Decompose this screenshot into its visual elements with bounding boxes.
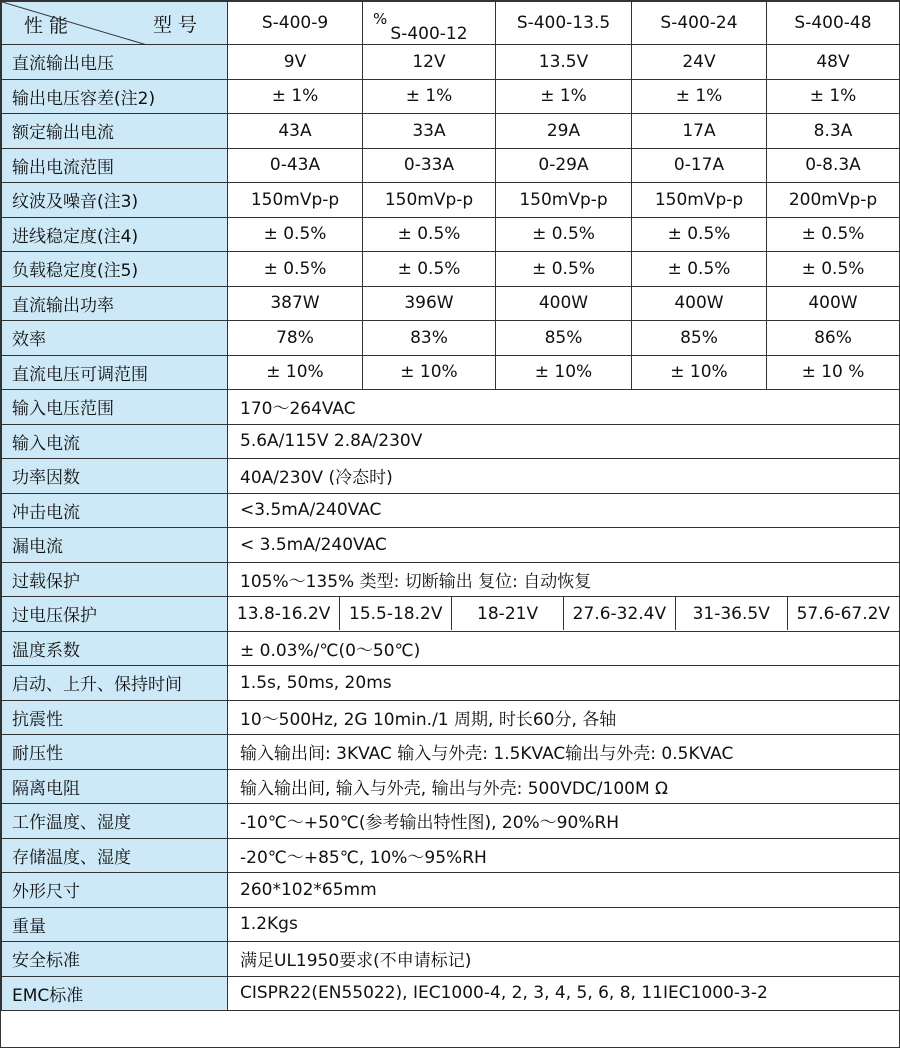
row-label: 冲击电流 [2, 493, 228, 528]
row-value: 输入输出间, 输入与外壳, 输出与外壳: 500VDC/100M Ω [228, 769, 900, 804]
row-value: -10℃～+50℃(参考输出特性图), 20%～90%RH [228, 804, 900, 839]
row-value: ± 0.5% [496, 217, 632, 252]
row-value: 396W [363, 286, 496, 321]
spec-row [2, 390, 900, 425]
model-header: S-400-48 [794, 13, 872, 33]
row-value: 48V [767, 45, 900, 80]
row-value: 29A [496, 114, 632, 149]
row-value: 150mVp-p [363, 183, 496, 218]
row-value: 12V [363, 45, 496, 80]
model-note-mark: % [373, 10, 388, 28]
row-value: ± 1% [767, 79, 900, 114]
spec-row [2, 873, 900, 908]
row-value: 170～264VAC [228, 390, 900, 425]
spec-row [2, 735, 900, 770]
spec-row [2, 493, 900, 528]
row-value: 10～500Hz, 2G 10min./1 周期, 时长60分, 各轴 [228, 700, 900, 735]
model-header-cell [228, 2, 363, 45]
ovp-value: 18-21V [452, 597, 564, 630]
row-value: 150mVp-p [228, 183, 363, 218]
row-label: 输出电压容差(注2) [2, 79, 228, 114]
row-value: ± 1% [228, 79, 363, 114]
row-label: 工作温度、湿度 [2, 804, 228, 839]
spec-row [2, 562, 900, 597]
row-value: 150mVp-p [496, 183, 632, 218]
row-value: 24V [632, 45, 767, 80]
model-header-cell [632, 2, 767, 45]
row-value: 85% [632, 321, 767, 356]
row-label: 过载保护 [2, 562, 228, 597]
row-label: 重量 [2, 907, 228, 942]
row-value: ± 0.03%/℃(0～50℃) [228, 631, 900, 666]
row-value: ± 0.5% [767, 217, 900, 252]
spec-row [2, 528, 900, 563]
spec-row [2, 252, 900, 287]
row-value: 83% [363, 321, 496, 356]
row-value: 85% [496, 321, 632, 356]
row-value: ± 0.5% [228, 252, 363, 287]
row-value: ± 0.5% [363, 217, 496, 252]
spec-row [2, 700, 900, 735]
row-value: ± 10% [228, 355, 363, 390]
row-value: 150mVp-p [632, 183, 767, 218]
spec-row [2, 321, 900, 356]
spec-row [2, 942, 900, 977]
row-value: ± 10 % [767, 355, 900, 390]
row-label: 过电压保护 [2, 597, 228, 632]
row-label: 安全标准 [2, 942, 228, 977]
spec-row [2, 114, 900, 149]
row-label: 输出电流范围 [2, 148, 228, 183]
spec-row [2, 459, 900, 494]
row-value: 40A/230V (冷态时) [228, 459, 900, 494]
row-value: ± 0.5% [767, 252, 900, 287]
row-value: 200mVp-p [767, 183, 900, 218]
model-header-cell [496, 2, 632, 45]
row-value: ± 1% [632, 79, 767, 114]
row-value: ± 10% [363, 355, 496, 390]
model-header: S-400-13.5 [516, 13, 611, 33]
ovp-value: 15.5-18.2V [340, 597, 452, 630]
row-value: 400W [496, 286, 632, 321]
ovp-value: 57.6-67.2V [787, 597, 899, 630]
spec-row [2, 45, 900, 80]
row-value: CISPR22(EN55022), IEC1000-4, 2, 3, 4, 5, 6, 8, 11IEC1000-3-2 [228, 976, 900, 1011]
row-value: 1.2Kgs [228, 907, 900, 942]
row-value: ± 1% [363, 79, 496, 114]
row-label: 直流输出电压 [2, 45, 228, 80]
spec-row [2, 183, 900, 218]
row-value: ± 0.5% [632, 252, 767, 287]
row-value: 1.5s, 50ms, 20ms [228, 666, 900, 701]
spec-table [1, 1, 900, 1011]
row-label: 输入电流 [2, 424, 228, 459]
model-header-cell [767, 2, 900, 45]
model-header: S-400-12 [390, 24, 468, 44]
row-value: 400W [767, 286, 900, 321]
row-label: 存储温度、湿度 [2, 838, 228, 873]
row-value: ± 0.5% [228, 217, 363, 252]
corner-header-cell [2, 2, 228, 45]
row-value: 78% [228, 321, 363, 356]
row-label: 进线稳定度(注4) [2, 217, 228, 252]
corner-header-performance: 性能 [24, 15, 75, 37]
row-label: 外形尺寸 [2, 873, 228, 908]
row-value: < 3.5mA/240VAC [228, 528, 900, 563]
row-label: 额定输出电流 [2, 114, 228, 149]
ovp-values-table [228, 597, 899, 630]
row-value: 13.5V [496, 45, 632, 80]
row-value: 输入输出间: 3KVAC 输入与外壳: 1.5KVAC输出与外壳: 0.5KVAC [228, 735, 900, 770]
model-header: S-400-9 [261, 13, 329, 33]
spec-row [2, 79, 900, 114]
spec-row [2, 286, 900, 321]
row-value: 86% [767, 321, 900, 356]
row-value: ± 0.5% [632, 217, 767, 252]
row-label: 输入电压范围 [2, 390, 228, 425]
row-label: 直流电压可调范围 [2, 355, 228, 390]
corner-header-model: 型号 [152, 14, 203, 36]
row-value: 43A [228, 114, 363, 149]
ovp-value: 31-36.5V [675, 597, 787, 630]
spec-row-ovp [2, 597, 900, 632]
spec-row [2, 976, 900, 1011]
row-label: EMC标准 [2, 976, 228, 1011]
row-label: 温度系数 [2, 631, 228, 666]
spec-row [2, 355, 900, 390]
row-value: 8.3A [767, 114, 900, 149]
spec-row [2, 838, 900, 873]
row-value: 0-17A [632, 148, 767, 183]
ovp-values-cell [228, 597, 900, 632]
row-value: 9V [228, 45, 363, 80]
spec-row [2, 217, 900, 252]
spec-row [2, 148, 900, 183]
row-value: 33A [363, 114, 496, 149]
spec-row [2, 907, 900, 942]
row-value: 0-29A [496, 148, 632, 183]
row-value: ± 10% [632, 355, 767, 390]
row-label: 隔离电阻 [2, 769, 228, 804]
spec-row [2, 631, 900, 666]
row-label: 负载稳定度(注5) [2, 252, 228, 287]
row-label: 功率因数 [2, 459, 228, 494]
model-header: S-400-24 [660, 13, 738, 33]
row-label: 纹波及噪音(注3) [2, 183, 228, 218]
row-value: 400W [632, 286, 767, 321]
row-value: ± 0.5% [363, 252, 496, 287]
row-value: 260*102*65mm [228, 873, 900, 908]
ovp-value: 13.8-16.2V [236, 603, 331, 624]
header-row [2, 2, 900, 45]
row-label: 效率 [2, 321, 228, 356]
row-value: ± 0.5% [496, 252, 632, 287]
row-value: -20℃～+85℃, 10%～95%RH [228, 838, 900, 873]
row-value: 105%～135% 类型: 切断输出 复位: 自动恢复 [228, 562, 900, 597]
row-value: 0-43A [228, 148, 363, 183]
row-label: 漏电流 [2, 528, 228, 563]
row-label: 耐压性 [2, 735, 228, 770]
spec-row [2, 769, 900, 804]
row-label: 启动、上升、保持时间 [2, 666, 228, 701]
row-value: ± 1% [496, 79, 632, 114]
ovp-value: 27.6-32.4V [563, 597, 675, 630]
row-value: 0-8.3A [767, 148, 900, 183]
row-value: ± 10% [496, 355, 632, 390]
row-value: 0-33A [363, 148, 496, 183]
row-label: 抗震性 [2, 700, 228, 735]
ovp-values-row [228, 597, 899, 630]
row-value: <3.5mA/240VAC [228, 493, 900, 528]
spec-row [2, 666, 900, 701]
model-header-cell [363, 2, 496, 45]
spec-row [2, 424, 900, 459]
row-value: 满足UL1950要求(不申请标记) [228, 942, 900, 977]
row-value: 17A [632, 114, 767, 149]
row-label: 直流输出功率 [2, 286, 228, 321]
row-value: 5.6A/115V 2.8A/230V [228, 424, 900, 459]
row-value: 387W [228, 286, 363, 321]
spec-row [2, 804, 900, 839]
